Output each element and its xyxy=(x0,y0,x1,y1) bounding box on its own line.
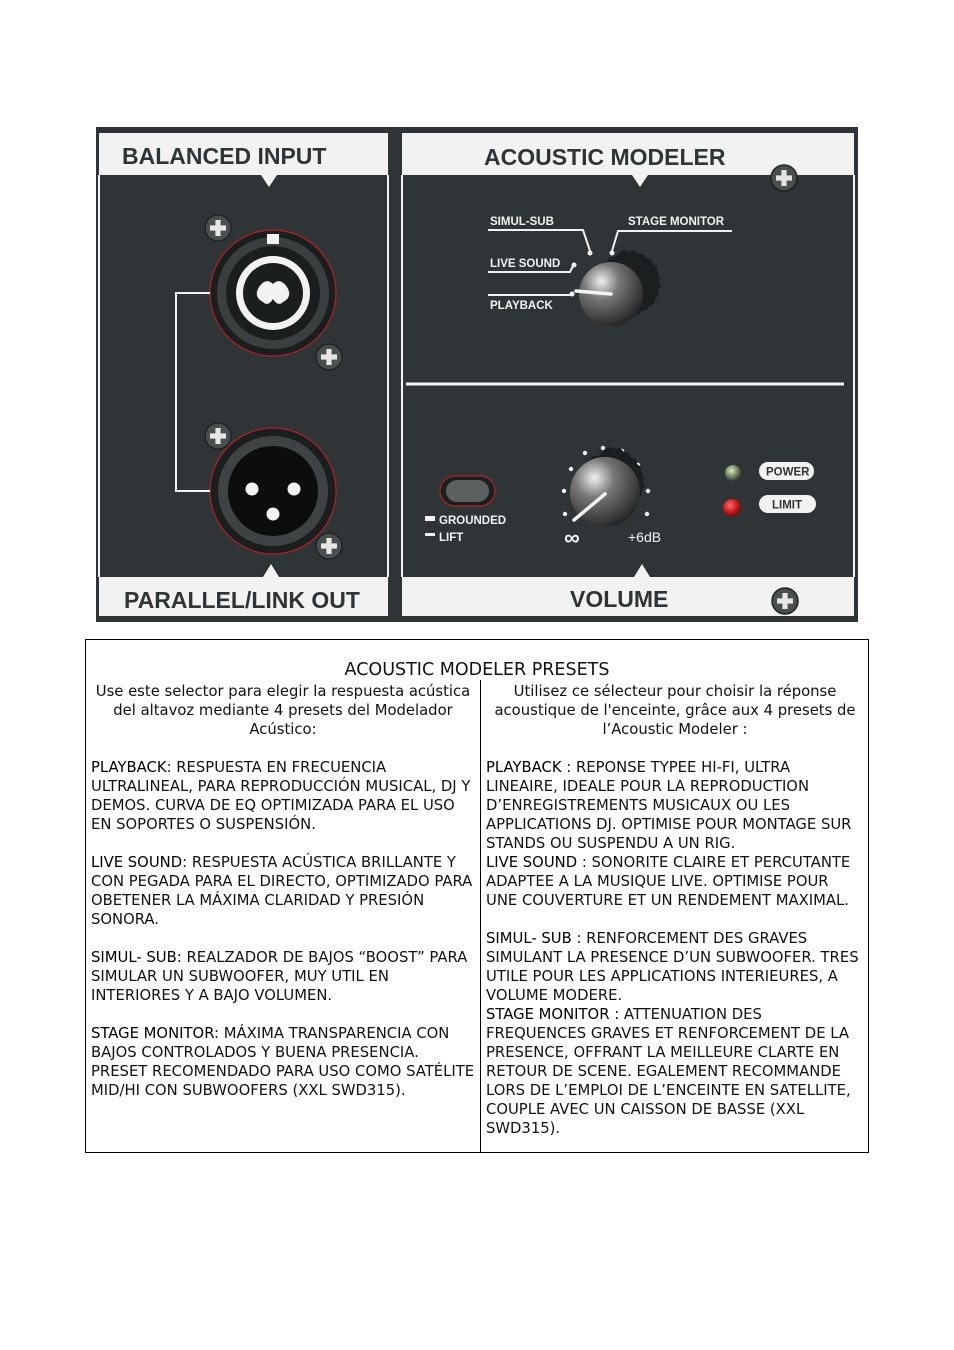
screw-icon xyxy=(205,215,231,241)
presets-title: ACOUSTIC MODELER PRESETS xyxy=(344,660,610,680)
ground-lift-switch[interactable] xyxy=(440,476,495,506)
spanish-column xyxy=(91,682,475,1100)
screw-icon xyxy=(316,533,342,559)
screw-icon xyxy=(771,165,797,191)
es-stage-monitor-entry: STAGE MONITOR: MÁXIMA TRANSPARENCIA CON BAJOS CONTROLADOS Y BUENA PRESENCIA. PRESET RECOMENDADO PARA USO COMO SATÉLITE MID/HI CON SUBWOOFERS (XXL SWD315). xyxy=(91,1025,475,1099)
preset-live-sound-label: LIVE SOUND xyxy=(490,258,561,270)
es-simul-sub-entry: SIMUL- SUB: REALZADOR DE BAJOS “BOOST” PARA SIMULAR UN SUBWOOFER, MUY UTIL EN INTERIORES Y A BAJO VOLUMEN. xyxy=(91,949,468,1004)
rear-panel-illustration xyxy=(96,127,858,622)
power-led xyxy=(725,465,741,481)
svg-text:LIFT: LIFT xyxy=(439,532,464,544)
limit-indicator-label xyxy=(759,495,816,513)
limit-led xyxy=(723,499,741,517)
volume-max-label: +6dB xyxy=(628,529,662,545)
svg-text:VOLUME: VOLUME xyxy=(570,586,669,612)
svg-text:POWER: POWER xyxy=(766,466,810,479)
fr-live-sound-entry: LIVE SOUND : SONORITE CLAIRE ET PERCUTANTE ADAPTEE A LA MUSIQUE LIVE. OPTIMISE POUR UNE COUVERTURE ET UN RENDEMENT MAXIMAL. xyxy=(486,854,851,909)
power-indicator-label xyxy=(759,462,814,480)
svg-text:BALANCED INPUT: BALANCED INPUT xyxy=(122,143,327,169)
es-playback-entry: PLAYBACK: RESPUESTA EN FRECUENCIA ULTRALINEAL, PARA REPRODUCCIÓN MUSICAL, DJ Y DEMOS. CURVA DE EQ OPTIMIZADA PARA EL USO EN SOPORTES O SUSPENSIÓN. xyxy=(91,759,471,833)
es-live-sound-entry: LIVE SOUND: RESPUESTA ACÚSTICA BRILLANTE Y CON PEGADA PARA EL DIRECTO, OPTIMIZADO PARA OBETENER LA MÁXIMA CLARIDAD Y PRESIÓN SONORA. xyxy=(91,854,473,928)
fr-stage-monitor-entry: STAGE MONITOR : ATTENUATION DES FREQUENCES GRAVES ET RENFORCEMENT DE LA PRESENCE, OFFRANT LA MEILLEURE CLARTE EN RETOUR DE SCENE. EGALEMENT RECOMMANDE LORS DE L’EMPLOI DE L’ENCEINTE EN SATELLITE, COUPLE AVEC UN CAISSON DE BASSE (XXL SWD315). xyxy=(486,1006,851,1137)
preset-playback-label: PLAYBACK xyxy=(490,300,553,312)
presets-table xyxy=(85,639,869,1153)
screw-icon xyxy=(316,344,342,370)
french-column xyxy=(486,682,864,1138)
screw-icon xyxy=(205,423,231,449)
column-divider xyxy=(480,680,481,1152)
fr-playback-entry: PLAYBACK : REPONSE TYPEE HI-FI, ULTRA LINEAIRE, IDEALE POUR LA REPRODUCTION D’ENREGISTREMENTS MUSICAUX OU LES APPLICATIONS DJ. OPTIMISE POUR MONTAGE SUR STANDS OU SUSPENDU A UN RIG. xyxy=(486,759,852,852)
combo-input-jack[interactable] xyxy=(210,230,336,356)
svg-text:LIMIT: LIMIT xyxy=(772,499,803,512)
volume-min-label: ∞ xyxy=(564,525,580,550)
spanish-intro: Use este selector para elegir la respuesta acústica del altavoz mediante 4 presets del Modelador Acústico: xyxy=(95,683,471,738)
preset-simul-sub-label: SIMUL-SUB xyxy=(490,216,554,228)
svg-text:PARALLEL/LINK OUT: PARALLEL/LINK OUT xyxy=(124,587,360,613)
svg-text:ACOUSTIC MODELER: ACOUSTIC MODELER xyxy=(484,144,726,170)
panel-background xyxy=(96,127,858,622)
screw-icon xyxy=(772,588,798,614)
fr-simul-sub-entry: SIMUL- SUB : RENFORCEMENT DES GRAVES SIMULANT LA PRESENCE D’UN SUBWOOFER. TRES UTILE POUR LES APPLICATIONS INTERIEURES, A VOLUME MODERE. xyxy=(486,930,859,1004)
xlr-output-jack[interactable] xyxy=(210,428,336,554)
preset-stage-monitor-label: STAGE MONITOR xyxy=(628,216,725,228)
french-intro: Utilisez ce sélecteur pour choisir la réponse acoustique de l'enceinte, grâce aux 4 presets de l’Acoustic Modeler : xyxy=(494,683,856,738)
svg-text:GROUNDED: GROUNDED xyxy=(439,515,507,527)
